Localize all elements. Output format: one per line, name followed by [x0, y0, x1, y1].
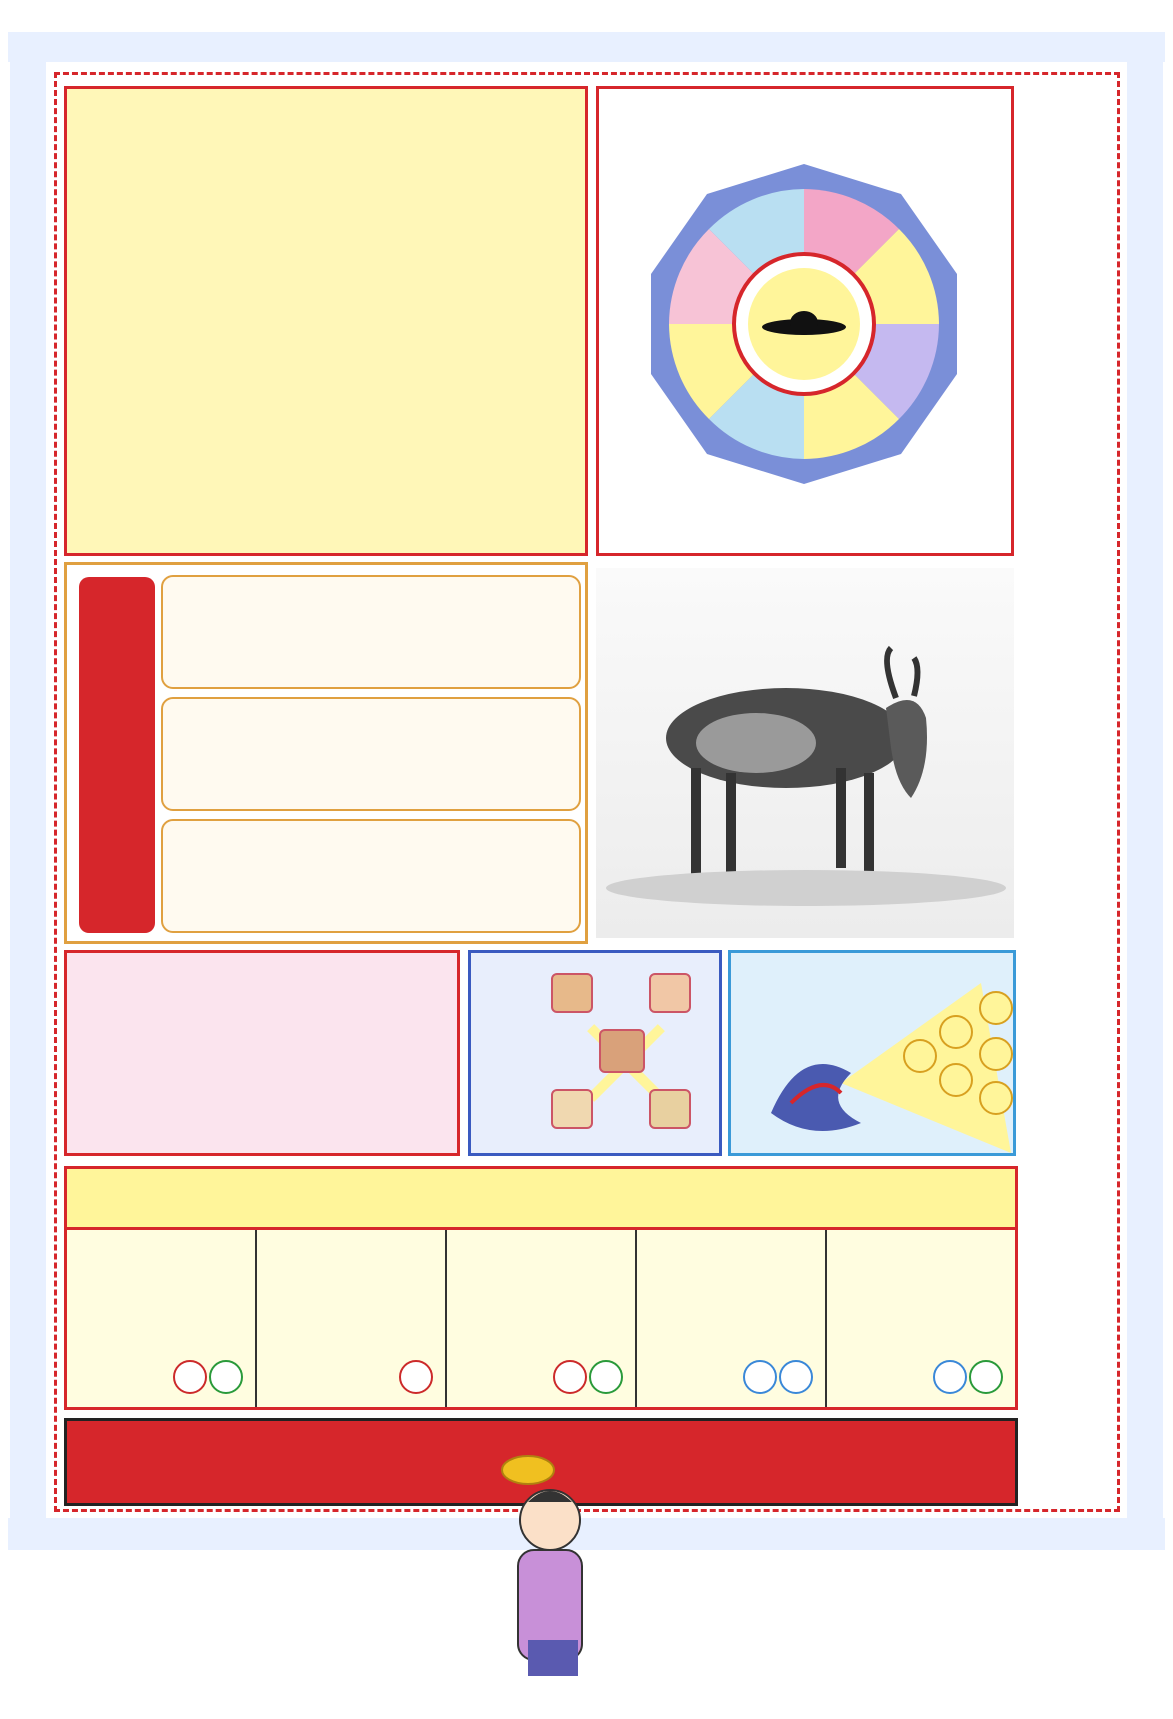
- gate-num: [399, 1360, 433, 1394]
- mascot-child: [488, 1440, 608, 1680]
- goat-illustration: [596, 568, 1014, 938]
- top-border: [8, 32, 1165, 62]
- dragon-ball: [903, 1039, 937, 1073]
- dragon-ball-35: [977, 1081, 1013, 1119]
- dragon-ball-30: [977, 1037, 1013, 1075]
- gate-5: [827, 1230, 1015, 1407]
- ox-icon: [599, 1029, 645, 1073]
- dragon-ball-05: [901, 1039, 937, 1077]
- gate-1: [67, 1230, 257, 1407]
- dragon-panel: [728, 950, 1016, 1156]
- wave-box-2: [161, 697, 581, 811]
- bagua-wheel: [639, 159, 969, 489]
- horse-icon: [649, 1089, 691, 1129]
- wave-box-1: [161, 575, 581, 689]
- left-border: [10, 62, 46, 1518]
- dragon-ball-18: [937, 1063, 973, 1101]
- gate-nums: [931, 1360, 1003, 1401]
- gate-num: [779, 1360, 813, 1394]
- gate-nums: [171, 1360, 243, 1401]
- gate-num: [553, 1360, 587, 1394]
- dragon-ball: [979, 991, 1013, 1025]
- gate-num: [173, 1360, 207, 1394]
- gate-num: [933, 1360, 967, 1394]
- zodiac-pass-panel: [468, 950, 722, 1156]
- gates-row: [64, 1230, 1018, 1410]
- dragon-ball: [939, 1015, 973, 1049]
- gate-num: [209, 1360, 243, 1394]
- rat-icon: [551, 973, 593, 1013]
- dragon-ball-09: [937, 1015, 973, 1053]
- bagua-panel: [596, 86, 1014, 556]
- rooster-icon: [649, 973, 691, 1013]
- gate-nums: [741, 1360, 813, 1401]
- right-border: [1127, 62, 1163, 1518]
- gate-num: [743, 1360, 777, 1394]
- gate-num: [969, 1360, 1003, 1394]
- zodiac-poem-panel: [64, 950, 460, 1156]
- gate-4: [637, 1230, 827, 1407]
- dragon-ball: [939, 1063, 973, 1097]
- wave-box-3: [161, 819, 581, 933]
- dragon-ball-12: [977, 991, 1013, 1029]
- dragon-ball: [979, 1037, 1013, 1071]
- dragon-icon: [731, 953, 1019, 1159]
- dragon-ball: [979, 1081, 1013, 1115]
- gate-3: [447, 1230, 637, 1407]
- goat-icon: [596, 568, 1014, 938]
- wave-side-title: [79, 577, 155, 933]
- poem-panel: [64, 86, 588, 556]
- gate-num: [589, 1360, 623, 1394]
- gate-nums: [397, 1360, 433, 1401]
- promo-banner: [64, 1166, 1018, 1230]
- gate-nums: [551, 1360, 623, 1401]
- goat-small-icon: [551, 1089, 593, 1129]
- gate-2: [257, 1230, 447, 1407]
- wave-panel: [64, 562, 588, 944]
